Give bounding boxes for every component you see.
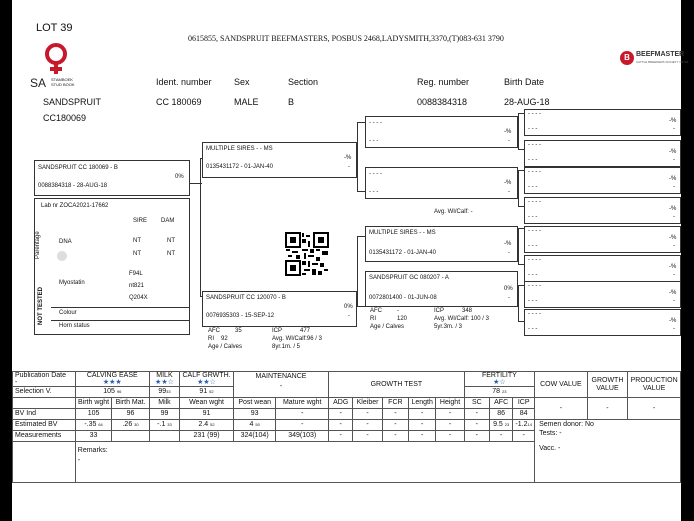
subhead-birth-wght: Birth wght [75, 398, 112, 409]
gp-sire-sire-box: - - - - -% - - - - [365, 116, 518, 148]
dam-age: 8yr.1m. / 5 [272, 344, 301, 350]
meas-cell: - [513, 431, 535, 442]
gp-ri: 120 [397, 316, 408, 322]
ident-number: CC 180069 [156, 97, 202, 107]
ggp-box-4: - - - - -% - - - - [524, 197, 681, 224]
birth-date: 28-AUG-18 [504, 97, 550, 107]
bv-cell: - [464, 409, 489, 420]
bv-cell: 91 [180, 409, 234, 420]
ggp-box-5: - - - - -% - - - - [524, 226, 681, 253]
pedigree-certificate [12, 0, 689, 521]
subhead-height: Height [436, 398, 464, 409]
dam-afc: 35 [235, 328, 242, 334]
ident-label: Ident. number [156, 77, 212, 87]
est-cell: - [436, 420, 464, 431]
gp-sire-dam-box: - - - - -% - - - - [365, 167, 518, 199]
meas-cell: - [382, 431, 408, 442]
parentage-label: Parentage [35, 231, 41, 259]
production-value-header: PRODUCTION VALUE [628, 372, 681, 398]
sire-col-label: SIRE [133, 218, 148, 224]
meas-cell: 33 [75, 431, 112, 442]
dam-avg: Avg. WI/Calf:96 / 3 [272, 336, 322, 342]
selection-label: Selection V. [13, 387, 76, 398]
birth-label: Birth Date [504, 77, 545, 87]
horn-label: Horn status [59, 323, 90, 329]
gp-dam-dam-box: SANDSPRUIT GC 080207 - A 0% 0072801400 - 01-JUN-08 - [365, 271, 518, 307]
subhead-length: Length [409, 398, 436, 409]
est-cell: - [464, 420, 489, 431]
row2-dam: NT [167, 251, 175, 257]
selection-fertility: 78 23 [464, 387, 534, 398]
est-cell: .26 30 [112, 420, 149, 431]
beefmaster-brand: BEEFMASTER [636, 51, 685, 58]
gp-age: 5yr.3m. / 3 [434, 324, 463, 330]
parentage-icon [57, 251, 67, 261]
subhead-afc: AFC [490, 398, 513, 409]
subhead-birth-mat: Birth Mat. [112, 398, 149, 409]
subject-box: SANDSPRUIT CC 180069 - B 0% 0088384318 - 28-AUG-18 [34, 160, 190, 196]
est-cell: - [276, 420, 329, 431]
lab-block [34, 198, 190, 335]
gp-dam-sire-box: MULTIPLE SIRES - - MS -% 0135431172 - 01-JAN-40 - [365, 226, 518, 262]
dam-age-label: Age / Calves [208, 344, 243, 350]
subhead-fcr: FCR [382, 398, 408, 409]
avg-wi-calf: Avg. WI/Calf: - [434, 209, 473, 215]
pub-date-cell: Publication Date - [13, 372, 76, 387]
estimated-bv-label: Estimated BV [13, 420, 76, 431]
selection-calf: 91 52 [180, 387, 234, 398]
meas-cell: 349(103) [276, 431, 329, 442]
animal-code: CC180069 [43, 113, 87, 123]
est-cell: -.1 33 [149, 420, 179, 431]
ggp-box-2: - - - - -% - - - - [524, 140, 681, 167]
section-value: B [288, 97, 295, 107]
reg-number: 0088384318 [417, 97, 468, 107]
dam-icp-label: ICP [272, 328, 283, 334]
est-cell: -.35 64 [75, 420, 112, 431]
gp-afc: - [397, 308, 399, 314]
ggp-box-8: - - - - -% - - - - [524, 309, 681, 336]
est-cell: -1.214 [513, 420, 535, 431]
meas-cell: 231 (99) [180, 431, 234, 442]
lot-number: LOT 39 [36, 22, 73, 34]
measurements-label: Measurements [13, 431, 76, 442]
lab-number: Lab nr ZOCA2021-17662 [41, 203, 109, 209]
not-tested-label: NOT TESTED [38, 286, 44, 325]
myostatin-values: F94L nt821 Q204X [129, 271, 148, 301]
gp-icp-label: ICP [434, 308, 445, 314]
beefmaster-b-icon: B [620, 51, 634, 65]
bv-cell: 105 [75, 409, 112, 420]
dam-box: SANDSPRUIT CC 120070 - B 0% 0076935303 - 15-SEP-12 - [202, 291, 357, 327]
est-cell: - [409, 420, 436, 431]
est-cell: 4 50 [233, 420, 276, 431]
dam-icp: 477 [300, 328, 311, 334]
beefmaster-tagline: CATTLE BREEDERS SOCIETY OF SA [636, 60, 689, 64]
dna-dam: NT [167, 238, 175, 244]
fertility-header: FERTILITY ★☆ [464, 372, 534, 387]
meas-cell [149, 431, 179, 442]
breeder-line: 0615855, SANDSPRUIT BEEFMASTERS, POSBUS 2468,LADYSMITH,3370,(T)083-631 3790 [188, 34, 504, 43]
meas-cell: - [464, 431, 489, 442]
reg-label: Reg. number [417, 77, 470, 87]
myostatin-label: Myostatin [59, 280, 85, 286]
ggp-box-6: - - - - -% - - - - [524, 255, 681, 282]
selection-calving: 105 96 [75, 387, 149, 398]
gp-avg: Avg. WI/Calf: 100 / 3 [434, 316, 489, 322]
calf-growth-header: CALF GRWTH. ★★☆ [180, 372, 234, 387]
dam-ri: 92 [221, 336, 228, 342]
section-label: Section [288, 77, 319, 87]
sex-value: MALE [234, 97, 259, 107]
meas-cell: - [436, 431, 464, 442]
donor-info: Semen donor: No Tests: - Vacc. - [535, 420, 681, 483]
colour-label: Colour [59, 310, 77, 316]
dam-col-label: DAM [161, 218, 175, 224]
gp-icp: 348 [462, 308, 473, 314]
bv-cell: - [382, 409, 408, 420]
meas-cell: - [409, 431, 436, 442]
bv-cell: - [436, 409, 464, 420]
bv-cell: 86 [490, 409, 513, 420]
ggp-box-7: - - - - -% - - - - [524, 281, 681, 308]
gp-ri-label: RI [370, 316, 376, 322]
row2-sire: NT [133, 251, 141, 257]
ggp-box-3: - - - - -% - - - - [524, 167, 681, 194]
remarks-spacer [13, 442, 76, 483]
growth-value-header: GROWTH VALUE [587, 372, 627, 398]
sex-label: Sex [234, 77, 250, 87]
dam-afc-label: AFC [208, 328, 220, 334]
gp-afc-label: AFC [370, 308, 382, 314]
subhead-sc: SC [464, 398, 489, 409]
est-cell: 2.4 52 [180, 420, 234, 431]
bv-cell: - [276, 409, 329, 420]
meas-cell: - [490, 431, 513, 442]
subhead-icp: ICP [513, 398, 535, 409]
est-cell: - [353, 420, 382, 431]
subhead-empty [13, 398, 76, 409]
bv-cell: - [409, 409, 436, 420]
meas-cell: 324(104) [233, 431, 276, 442]
subhead-wean-wght: Wean wght [180, 398, 234, 409]
sire-box: MULTIPLE SIRES - - MS -% 0135431172 - 01-JAN-40 - [202, 142, 357, 178]
subhead-mature-wght: Mature wght [276, 398, 329, 409]
meas-cell [112, 431, 149, 442]
selection-milk: 9933 [149, 387, 179, 398]
subhead-kleiber: Kleiber [353, 398, 382, 409]
dna-label: DNA [59, 239, 72, 245]
growth-test-header: GROWTH TEST [329, 372, 465, 398]
dam-ri-label: RI [208, 336, 214, 342]
bv-cell: 93 [233, 409, 276, 420]
bv-cell: - [353, 409, 382, 420]
dna-sire: NT [133, 238, 141, 244]
bv-cell: - [329, 409, 353, 420]
meas-cell: - [329, 431, 353, 442]
bv-cell: 84 [513, 409, 535, 420]
ggp-box-1: - - - - -% - - - - [524, 109, 681, 136]
studbook-sa: SA [30, 76, 47, 90]
cow-value-header: COW VALUE [535, 372, 588, 398]
remarks-cell: Remarks: - [75, 442, 534, 483]
subhead-milk: Milk [149, 398, 179, 409]
meas-cell: - [353, 431, 382, 442]
est-cell: 9.5 23 [490, 420, 513, 431]
calving-ease-header: CALVING EASE ★★★ [75, 372, 149, 387]
maintenance-header: MAINTENANCE - [233, 372, 328, 398]
est-cell: - [329, 420, 353, 431]
milk-header: MILK ★★☆ [149, 372, 179, 387]
subhead-post-wean: Post wean [233, 398, 276, 409]
studbook-logo-icon [42, 40, 72, 80]
bv-cell: 99 [149, 409, 179, 420]
performance-table [12, 371, 681, 483]
cow-value: - [535, 398, 588, 420]
subhead-adg: ADG [329, 398, 353, 409]
bv-ind-label: BV Ind [13, 409, 76, 420]
studbook-name: STAMBOEK STUD BOOK [51, 77, 75, 87]
qr-code-icon [284, 231, 330, 277]
bv-cell: 96 [112, 409, 149, 420]
gp-age-label: Age / Calves [370, 324, 405, 330]
est-cell: - [382, 420, 408, 431]
animal-name: SANDSPRUIT [43, 97, 102, 107]
production-value: - [628, 398, 681, 420]
growth-value: - [587, 398, 627, 420]
